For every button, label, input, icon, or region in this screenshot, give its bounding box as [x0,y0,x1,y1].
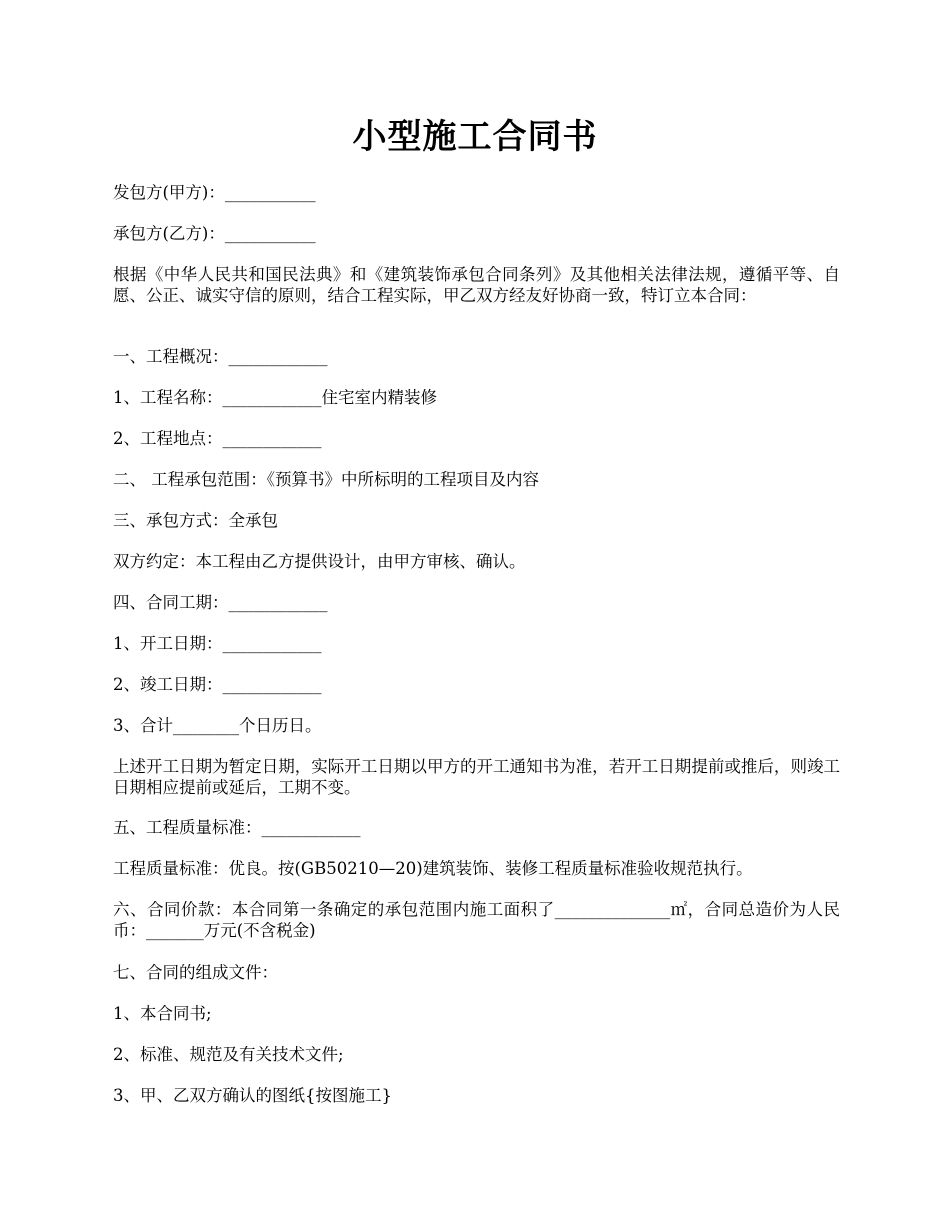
document-title: 小型施工合同书 [352,117,598,157]
completion-date-line: 2、竣工日期：____________ [113,675,322,694]
document-item-1: 1、本合同书; [113,1004,212,1023]
project-name-line: 1、工程名称：____________住宅室内精装修 [113,388,437,407]
total-days-line: 3、合计________个日历日。 [113,716,322,735]
document-item-3: 3、甲、乙双方确认的图纸{按图施工} [113,1086,392,1105]
section-2-heading: 二、 工程承包范围：《预算书》中所标明的工程项目及内容 [113,470,539,489]
section-6-paragraph: 六、合同价款：本合同第一条确定的承包范围内施工面积了______________㎡，合同总造价为人民币：_______万元(不含税金) [113,900,840,940]
section-7-heading: 七、合同的组成文件： [113,963,278,982]
preamble-paragraph: 根据《中华人民共和国民法典》和《建筑装饰承包合同条列》及其他相关法律法规，遵循平等、自愿、公正、诚实守信的原则，结合工程实际，甲乙双方经友好协商一致，特订立本合同： [113,265,840,305]
section-1-heading: 一、工程概况：____________ [113,347,328,366]
project-location-line: 2、工程地点：____________ [113,429,322,448]
party-b-line: 承包方(乙方)：___________ [113,224,316,243]
start-date-line: 1、开工日期：____________ [113,634,322,653]
party-a-line: 发包方(甲方)：___________ [113,183,316,202]
section-3-heading: 三、承包方式：全承包 [113,511,278,530]
schedule-note-paragraph: 上述开工日期为暂定日期，实际开工日期以甲方的开工通知书为准，若开工日期提前或推后，则竣工日期相应提前或延后，工期不变。 [113,757,840,797]
section-4-heading: 四、合同工期：____________ [113,593,328,612]
section-5-heading: 五、工程质量标准：____________ [113,818,361,837]
quality-standard-line: 工程质量标准：优良。按(GB50210—20)建筑装饰、装修工程质量标准验收规范执行。 [113,859,753,878]
document-item-2: 2、标准、规范及有关技术文件; [113,1045,344,1064]
design-agreement-line: 双方约定：本工程由乙方提供设计，由甲方审核、确认。 [113,552,526,571]
